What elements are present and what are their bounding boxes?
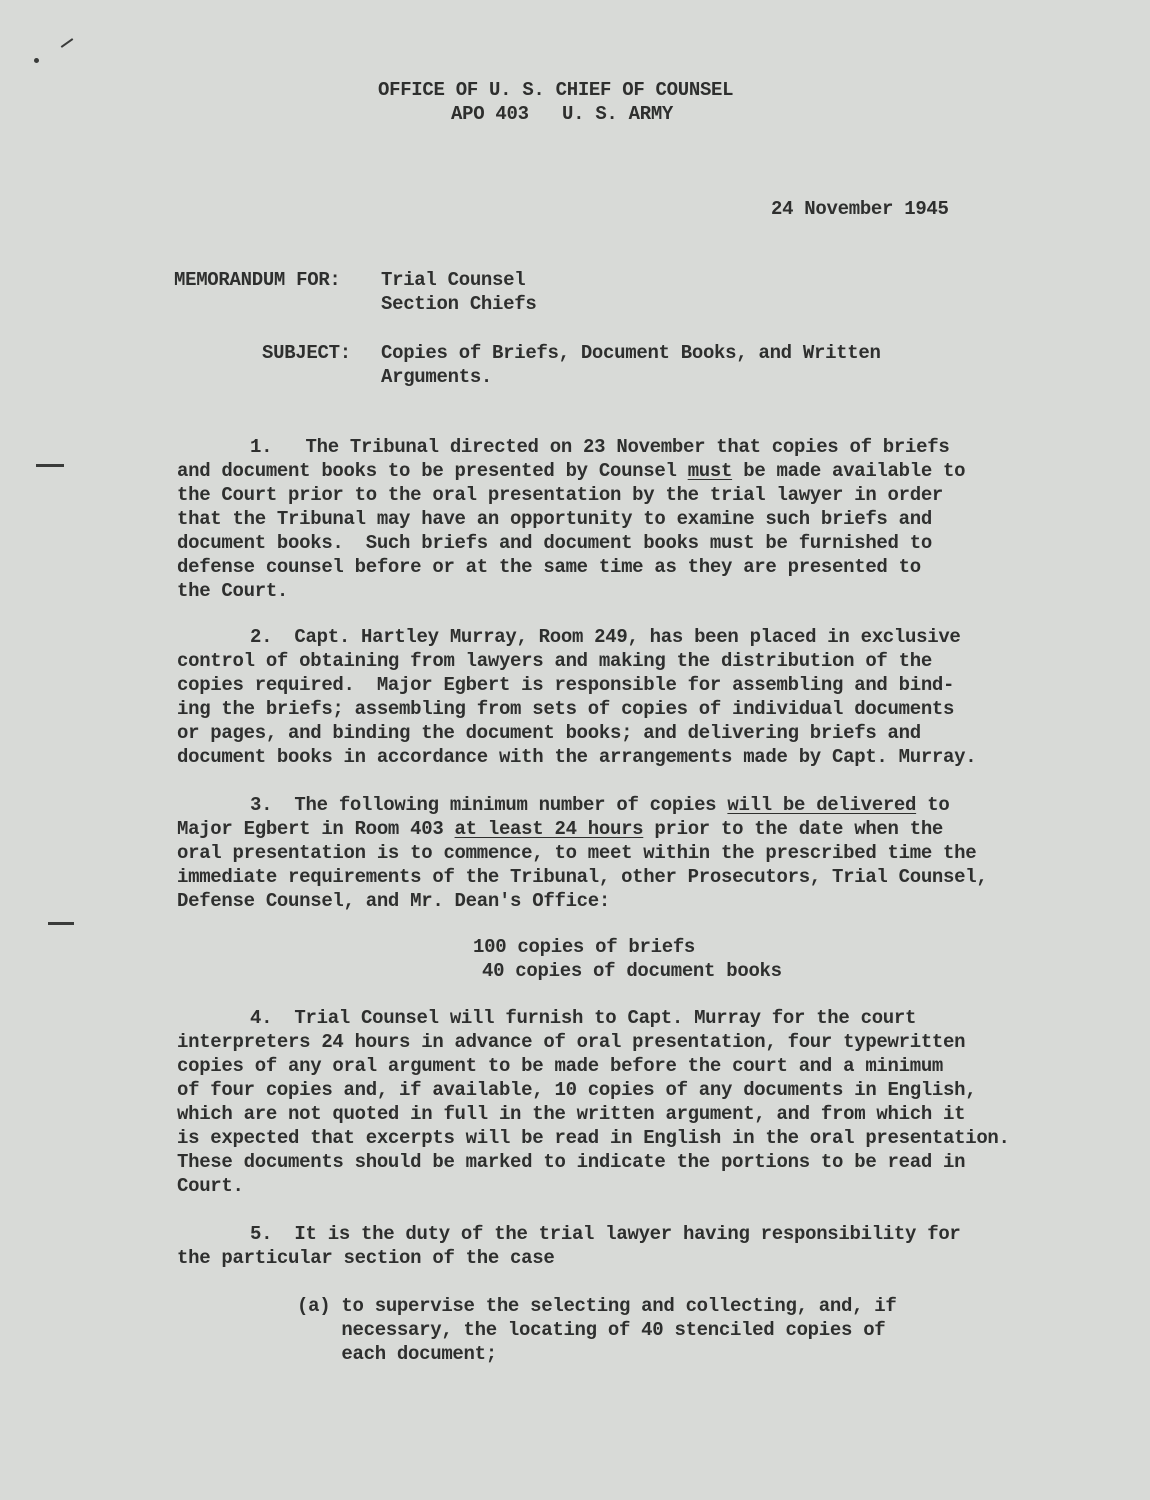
para1-line: the Court. xyxy=(177,580,289,602)
para5-line: the particular section of the case xyxy=(177,1247,555,1269)
subject-line-2: Arguments. xyxy=(381,366,493,388)
memorandum-label: MEMORANDUM FOR: xyxy=(174,269,341,291)
item-a-line: necessary, the locating of 40 stenciled copies of xyxy=(297,1319,886,1341)
para1-line: the Court prior to the oral presentation by the trial lawyer in order xyxy=(177,484,944,506)
para3-line: Defense Counsel, and Mr. Dean's Office: xyxy=(177,890,610,912)
para2-line: or pages, and binding the document books; and delivering briefs and xyxy=(177,722,921,744)
margin-mark-top-2 xyxy=(61,38,74,48)
para3-line: oral presentation is to commence, to meet within the prescribed time the xyxy=(177,842,977,864)
para3-line: immediate requirements of the Tribunal, other Prosecutors, Trial Counsel, xyxy=(177,866,988,888)
para4-line: copies of any oral argument to be made before the court and a minimum xyxy=(177,1055,944,1077)
para2-line: ing the briefs; assembling from sets of copies of individual documents xyxy=(177,698,955,720)
header-line-1: OFFICE OF U. S. CHIEF OF COUNSEL xyxy=(378,79,734,101)
para1-line: defense counsel before or at the same time as they are presented to xyxy=(177,556,921,578)
para4-line: which are not quoted in full in the written argument, and from which it xyxy=(177,1103,966,1125)
memo-date: 24 November 1945 xyxy=(771,198,949,220)
para1-line: 1. The Tribunal directed on 23 November that copies of briefs xyxy=(250,436,950,458)
emphasis-24-hours: at least 24 hours xyxy=(454,818,644,840)
para4-line: of four copies and, if available, 10 copies of any documents in English, xyxy=(177,1079,977,1101)
para4-line: is expected that excerpts will be read in English in the oral presentation. xyxy=(177,1127,1010,1149)
margin-mark-1 xyxy=(36,464,64,467)
margin-mark-2 xyxy=(48,922,74,925)
para4-line: These documents should be marked to indicate the portions to be read in xyxy=(177,1151,966,1173)
para1-line: and document books to be presented by Counsel must be made available to xyxy=(177,460,966,482)
subject-label: SUBJECT: xyxy=(262,342,351,364)
subject-line-1: Copies of Briefs, Document Books, and Written xyxy=(381,342,881,364)
emphasis-must: must xyxy=(687,460,733,482)
para2-line: 2. Capt. Hartley Murray, Room 249, has been placed in exclusive xyxy=(250,626,961,648)
para4-line: Court. xyxy=(177,1175,244,1197)
para4-line: interpreters 24 hours in advance of oral presentation, four typewritten xyxy=(177,1031,966,1053)
margin-mark-top xyxy=(34,58,39,63)
para2-line: copies required. Major Egbert is responsible for assembling and bind- xyxy=(177,674,955,696)
copies-briefs: 100 copies of briefs xyxy=(473,936,696,958)
item-a-line: (a) to supervise the selecting and collecting, and, if xyxy=(297,1295,897,1317)
item-a-line: each document; xyxy=(297,1343,497,1365)
para5-line: 5. It is the duty of the trial lawyer having responsibility for xyxy=(250,1223,961,1245)
para1-line: that the Tribunal may have an opportunity to examine such briefs and xyxy=(177,508,932,530)
para1-line: document books. Such briefs and document books must be furnished to xyxy=(177,532,932,554)
recipient-2: Section Chiefs xyxy=(381,293,537,315)
para3-line: Major Egbert in Room 403 at least 24 hours prior to the date when the xyxy=(177,818,944,840)
emphasis-will-be-delivered: will be delivered xyxy=(727,794,917,816)
copies-document-books: 40 copies of document books xyxy=(482,960,782,982)
para2-line: document books in accordance with the arrangements made by Capt. Murray. xyxy=(177,746,977,768)
para2-line: control of obtaining from lawyers and making the distribution of the xyxy=(177,650,932,672)
recipient-1: Trial Counsel xyxy=(381,269,526,291)
header-line-2: APO 403 U. S. ARMY xyxy=(451,103,674,125)
para4-line: 4. Trial Counsel will furnish to Capt. Murray for the court xyxy=(250,1007,917,1029)
para3-line: 3. The following minimum number of copies will be delivered to xyxy=(250,794,950,816)
